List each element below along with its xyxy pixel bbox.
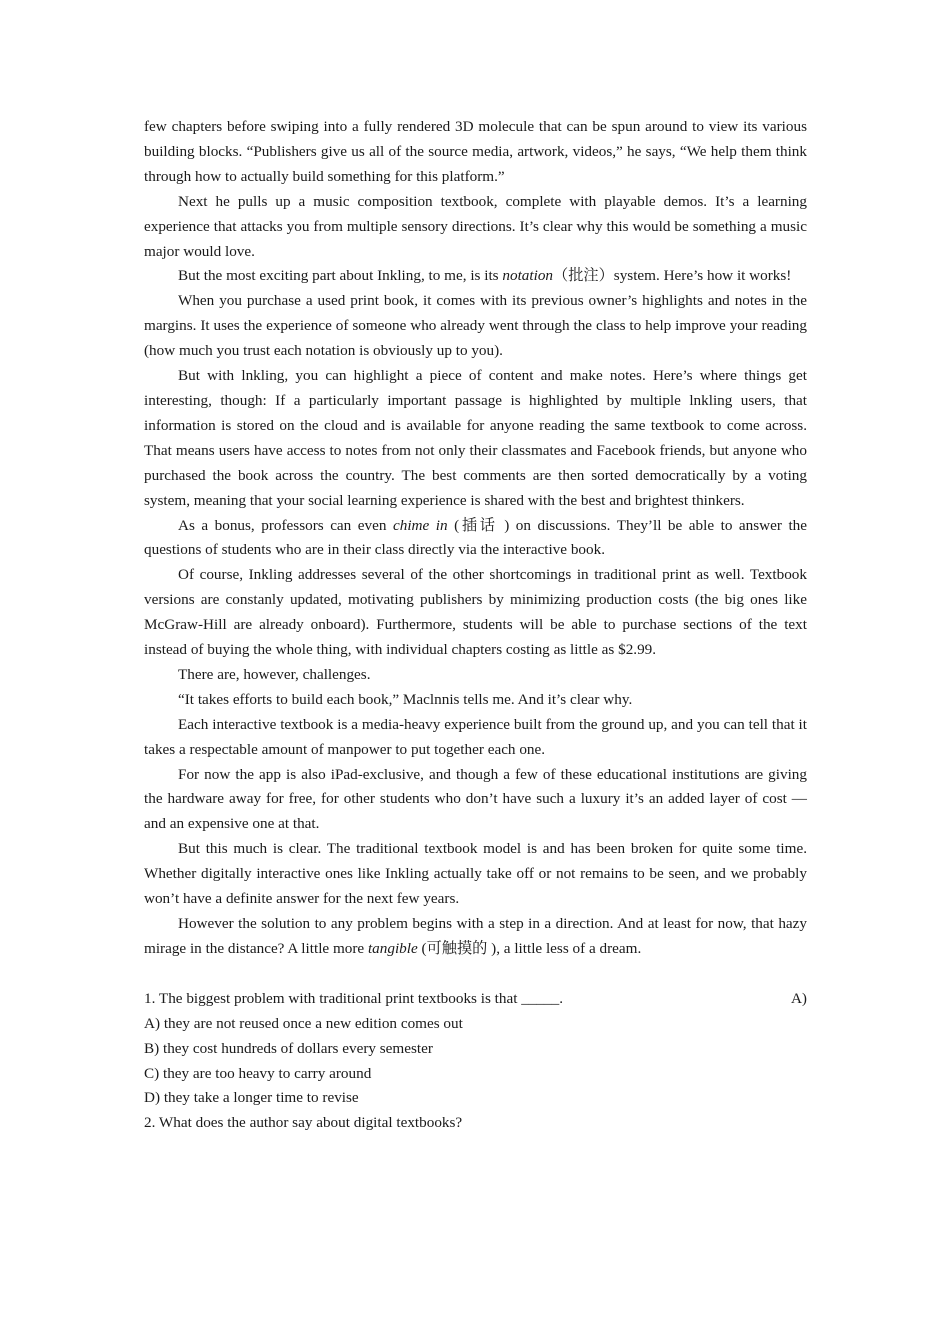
question-1-stem: 1. The biggest problem with traditional print textbooks is that _____. [144,989,564,1007]
document-page [144,115,807,1136]
question-2 [144,1111,807,1136]
paragraph-text: As a bonus, professors can even [178,516,393,534]
paragraph-text: When you purchase a used print book, it comes with its previous owner’s highlights and notes in the margins. It uses the experience of someone who already went through the class to help improve your reading (how much you trust each notation is obviously up to you). [144,292,807,360]
italic-term: chime in [392,516,448,534]
paragraph-text: (可触摸的 ), a little less of a dream. [417,939,642,957]
paragraph-text: Next he pulls up a music composition textbook, complete with playable demos. It’s a learning experience that attacks you from multiple sensory directions. It’s clear why this would be something a music major would love. [144,192,807,260]
paragraph-text: Each interactive textbook is a media-heavy experience built from the ground up, and you can tell that it takes a respectable amount of manpower to put together each one. [144,715,807,758]
paragraph [144,190,807,265]
question-1-option-b: B) they cost hundreds of dollars every semester [144,1039,433,1057]
paragraph-text: There are, however, challenges. [178,665,371,683]
paragraph-text: “It takes efforts to build each book,” Maclnnis tells me. And it’s clear why. [178,690,633,708]
paragraph [144,563,807,663]
paragraph [144,713,807,763]
italic-term: notation [502,267,554,285]
article-body [144,115,807,962]
paragraph-text: But the most exciting part about Inkling, to me, is its [178,267,503,285]
question-1-option-d: D) they take a longer time to revise [144,1089,359,1107]
section-gap [144,962,807,987]
paragraph-text: (插话 ) on discussions. They’ll be able to answer the questions of students who are in their class directly via the interactive book. [144,516,808,559]
paragraph [144,837,807,912]
paragraph-text: For now the app is also iPad-exclusive, and though a few of these educational institutions are giving the hardware away for free, for other students who don’t have such a luxury it’s an added layer of cost — and an expensive one at that. [144,765,807,833]
question-1-option-a: A) they are not reused once a new edition comes out [144,1014,463,1032]
italic-term: tangible [367,939,418,957]
paragraph [144,763,807,838]
question-1-option-c: C) they are too heavy to carry around [144,1064,372,1082]
paragraph [144,264,807,289]
paragraph-text: However the solution to any problem begins with a step in a direction. And at least for now, that hazy mirage in the distance? A little more [144,915,807,957]
paragraph [144,514,807,564]
question-2-stem: 2. What does the author say about digital textbooks? [144,1114,463,1132]
paragraph-text: few chapters before swiping into a fully rendered 3D molecule that can be spun around to view its various building blocks. “Publishers give us all of the source media, artwork, videos,” he says, “We help them think through how to actually build something for this platform.” [144,118,807,185]
question-1-row [144,987,807,1012]
paragraph [144,688,807,713]
paragraph [144,364,807,513]
paragraph [144,663,807,688]
paragraph-text: But this much is clear. The traditional textbook model is and has been broken for quite some time. Whether digitally interactive ones like Inkling actually take off or not remains to be seen, and we probably won’t have a definite answer for the next few years. [144,840,807,908]
question-1 [144,987,807,1112]
paragraph [144,115,807,190]
paragraph-text: But with lnkling, you can highlight a piece of content and make notes. Here’s where things get interesting, though: If a particularly important passage is highlighted by multiple lnkling users, that information is stored on the cloud and is available for anyone reading the same textbook to come across. That means users have access to notes from not only their classmates and Facebook friends, but anyone who purchased the book across the country. The best comments are then sorted democratically by a voting system, meaning that your social learning experience is shared with the best and brightest thinkers. [144,367,807,509]
paragraph-text: （批注）system. Here’s how it works! [553,267,792,285]
paragraph [144,289,807,364]
question-1-answer: A) [790,989,807,1007]
paragraph-text: Of course, Inkling addresses several of the other shortcomings in traditional print as well. Textbook versions are constanly updated, motivating publishers by minimizing production costs (the big ones like McGraw-Hill are already onboard). Furthermore, students will be able to purchase sections of the text instead of buying the whole thing, with individual chapters costing as little as $2.99. [144,566,807,659]
paragraph [144,912,807,962]
